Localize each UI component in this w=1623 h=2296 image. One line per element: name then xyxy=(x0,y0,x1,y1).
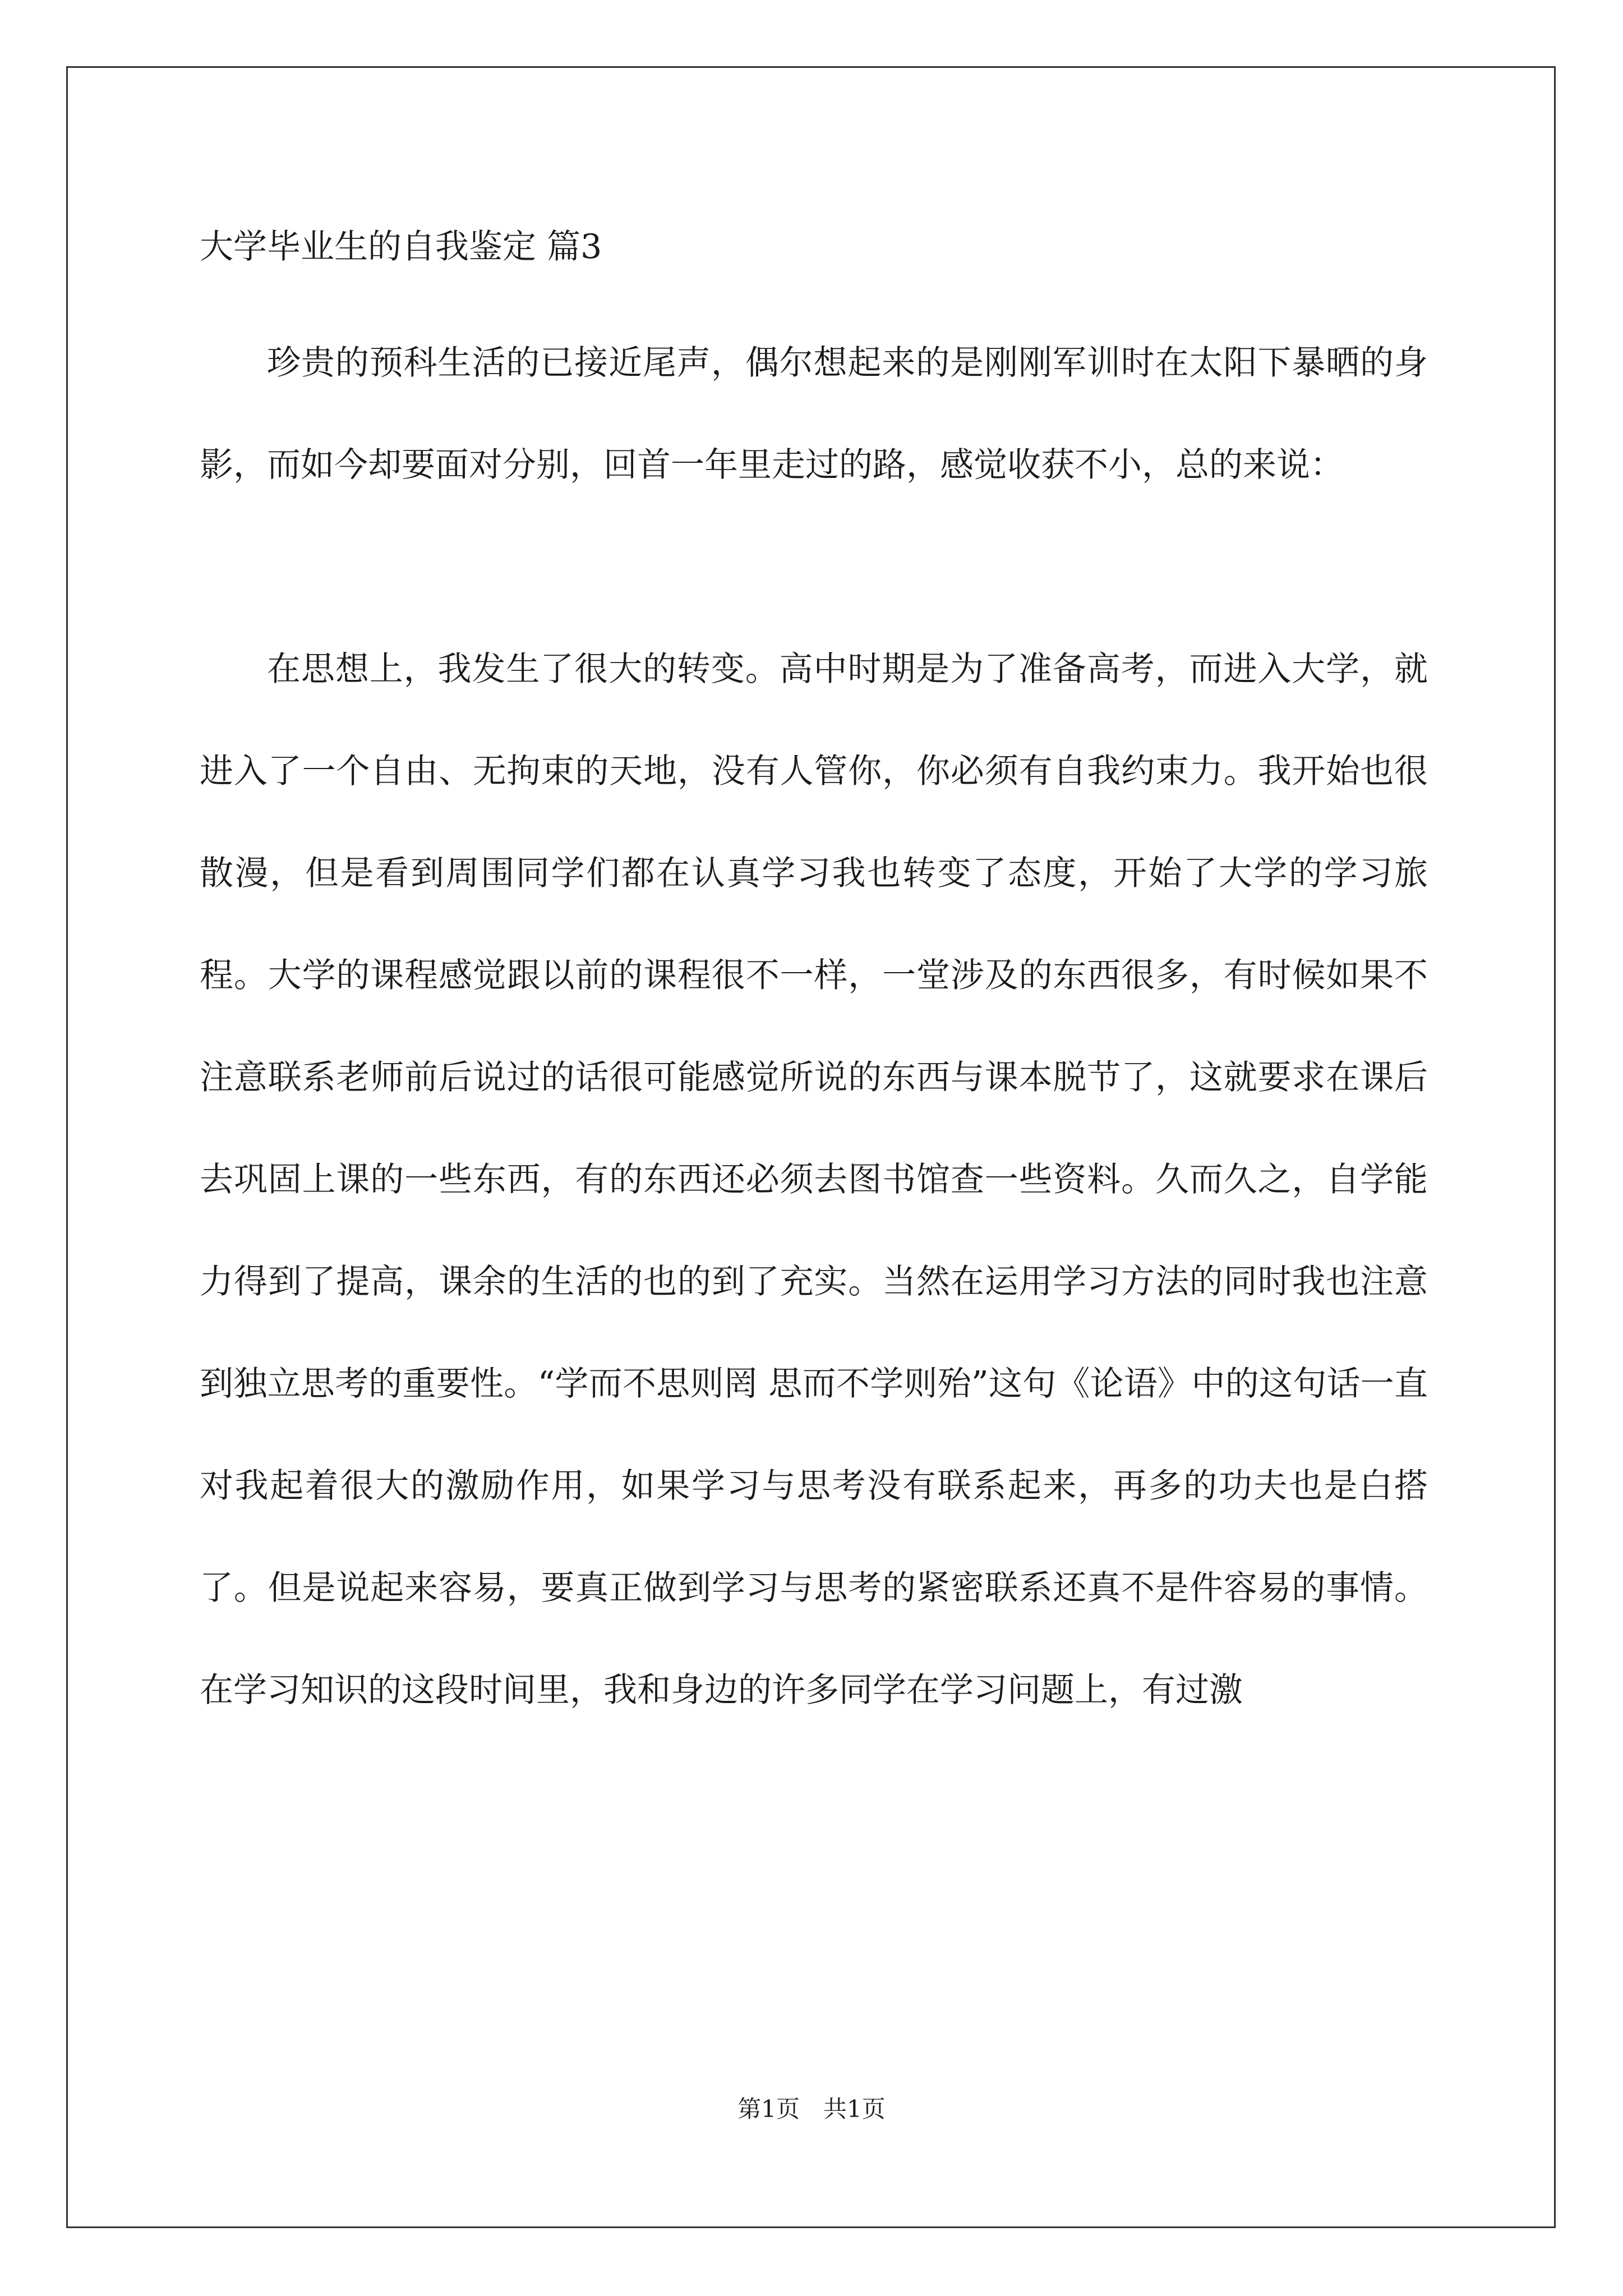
page-footer: 第1页 共1页 xyxy=(737,2095,886,2123)
document-title: 大学毕业生的自我鉴定 篇3 xyxy=(200,227,602,266)
paragraph-2: 在思想上，我发生了很大的转变。高中时期是为了准备高考，而进入大学，就进入了一个自由、无拘束的天地，没有人管你，你必须有自我约束力。我开始也很散漫，但是看到周围同学们都在认真学习我也转变了态度，开始了大学的学习旅程。大学的课程感觉跟以前的课程很不一样，一堂涉及的东西很多，有时候如果不注意联系老师前后说过的话很可能感觉所说的东西与课本脱节了，这就要求在课后去巩固上课的一些东西，有的东西还必须去图书馆查一些资料。久而久之，自学能力得到了提高，课余的生活的也的到了充实。当然在运用学习方法的同时我也注意到独立思考的重要性。“学而不思则罔 思而不学则殆”这句《论语》中的这句话一直对我起着很大的激励作用，如果学习与思考没有联系起来，再多的功夫也是白搭了。但是说起来容易，要真正做到学习与思考的紧密联系还真不是件容易的事情。在学习知识的这段时间里，我和身边的许多同学在学习问题上，有过激 xyxy=(200,650,1428,1710)
paragraph-1: 珍贵的预科生活的已接近尾声，偶尔想起来的是刚刚军训时在太阳下暴晒的身影，而如今却要面对分别，回首一年里走过的路，感觉收获不小，总的来说： xyxy=(200,343,1428,485)
